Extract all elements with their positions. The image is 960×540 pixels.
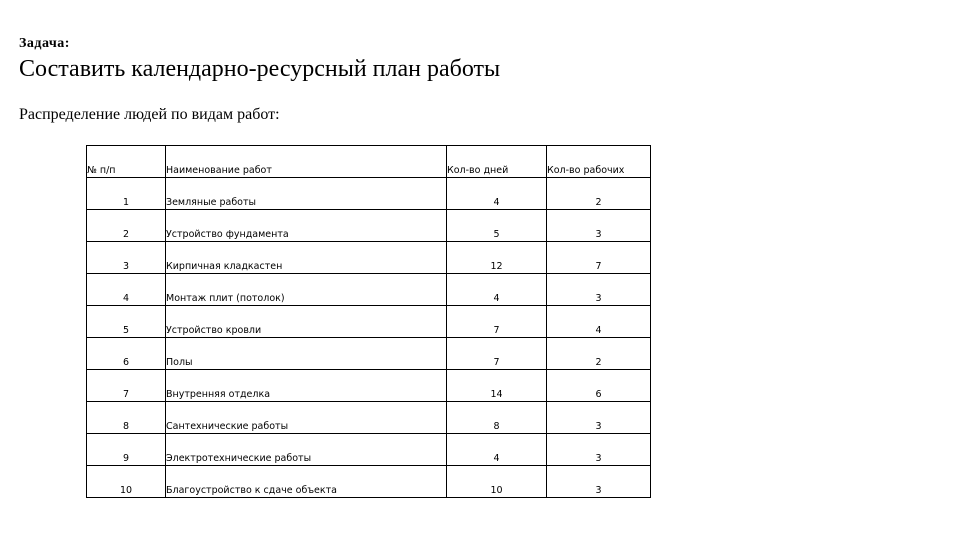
cell-days: 4 xyxy=(447,178,547,210)
task-label: Задача: xyxy=(19,36,70,51)
cell-days: 10 xyxy=(447,466,547,498)
work-distribution-table xyxy=(86,145,651,498)
cell-work-name: Полы xyxy=(166,338,447,370)
cell-number: 3 xyxy=(87,242,166,274)
cell-days: 7 xyxy=(447,306,547,338)
table-row xyxy=(87,402,651,434)
cell-work-name: Устройство кровли xyxy=(166,306,447,338)
column-header-number: № п/п xyxy=(87,146,166,178)
cell-days: 14 xyxy=(447,370,547,402)
cell-workers: 3 xyxy=(595,293,602,304)
cell-workers: 3 xyxy=(595,453,602,464)
cell-work-name: Земляные работы xyxy=(166,178,447,210)
cell-number: 5 xyxy=(87,306,166,338)
cell-work-name: Устройство фундамента xyxy=(166,210,447,242)
cell-work-name: Благоустройство к сдаче объекта xyxy=(166,466,447,498)
column-header-workers: Кол-во рабочих xyxy=(547,165,625,176)
cell-number: 2 xyxy=(87,210,166,242)
cell-workers: 7 xyxy=(595,261,602,272)
cell-number: 10 xyxy=(87,466,166,498)
cell-number: 4 xyxy=(87,274,166,306)
table-header-row xyxy=(87,146,651,178)
table-row xyxy=(87,178,651,210)
table-row xyxy=(87,338,651,370)
cell-work-name: Внутренняя отделка xyxy=(166,370,447,402)
cell-workers: 2 xyxy=(595,357,602,368)
table-row xyxy=(87,466,651,498)
column-header-work-name: Наименование работ xyxy=(166,146,447,178)
page-title: Составить календарно-ресурсный план работы xyxy=(19,56,501,82)
column-header-days: Кол-во дней xyxy=(447,146,547,178)
cell-work-name: Сантехнические работы xyxy=(166,402,447,434)
cell-number: 8 xyxy=(87,402,166,434)
cell-workers: 3 xyxy=(595,485,602,496)
table-row xyxy=(87,306,651,338)
cell-number: 1 xyxy=(87,178,166,210)
cell-workers: 3 xyxy=(595,421,602,432)
cell-days: 7 xyxy=(447,338,547,370)
cell-number: 6 xyxy=(87,338,166,370)
table-row xyxy=(87,210,651,242)
cell-work-name: Электротехнические работы xyxy=(166,434,447,466)
cell-number: 7 xyxy=(87,370,166,402)
table-row xyxy=(87,274,651,306)
cell-workers: 3 xyxy=(595,229,602,240)
table-row xyxy=(87,434,651,466)
table-row xyxy=(87,242,651,274)
cell-days: 5 xyxy=(447,210,547,242)
cell-days: 4 xyxy=(447,434,547,466)
table-row xyxy=(87,370,651,402)
cell-days: 8 xyxy=(447,402,547,434)
cell-days: 12 xyxy=(447,242,547,274)
cell-number: 9 xyxy=(87,434,166,466)
cell-workers: 4 xyxy=(595,325,602,336)
cell-work-name: Монтаж плит (потолок) xyxy=(166,274,447,306)
cell-days: 4 xyxy=(447,274,547,306)
cell-workers: 6 xyxy=(595,389,602,400)
cell-work-name: Кирпичная кладкастен xyxy=(166,242,447,274)
cell-workers: 2 xyxy=(595,197,602,208)
section-subtitle: Распределение людей по видам работ: xyxy=(19,106,280,123)
